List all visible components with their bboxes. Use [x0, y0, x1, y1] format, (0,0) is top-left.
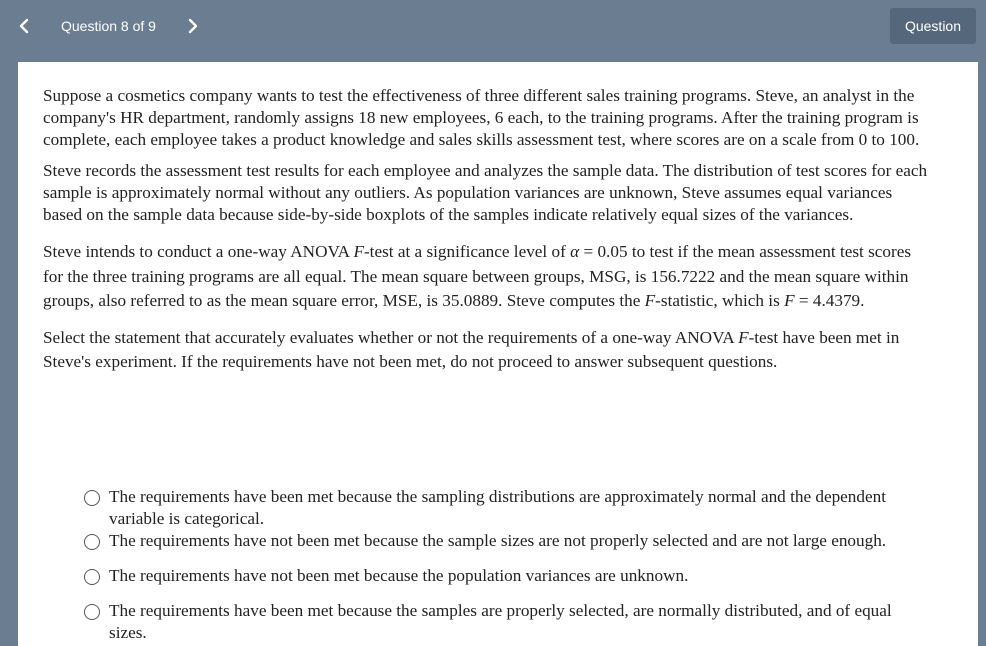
radio-button[interactable] — [84, 534, 100, 550]
question-button[interactable]: Question — [890, 8, 976, 44]
chevron-right-icon — [187, 18, 199, 34]
option-label: The requirements have been met because the sampling distributions are approximately normal and the dependent variable is categorical. — [109, 487, 886, 528]
math-f: F — [353, 242, 364, 261]
text-segment: -test at a significance level of — [363, 242, 571, 261]
top-bar — [0, 0, 986, 52]
math-f: F — [644, 291, 656, 310]
question-counter: Question 8 of 9 — [61, 18, 156, 34]
text-segment: -test have been met in Steve's experiment. If the requirements have not been met, do not proceed to answer subsequent questions. — [43, 327, 900, 371]
option-label: The requirements have not been met because the sample sizes are not properly selected and are not large enough. — [109, 531, 887, 550]
math-f: F — [738, 327, 749, 347]
answer-option-1[interactable] — [84, 486, 914, 530]
question-card — [18, 62, 978, 646]
math-alpha: α — [570, 242, 580, 261]
next-question-button[interactable] — [180, 12, 206, 40]
text-segment: Select the statement that accurately evaluates whether or not the requirements of a one-way ANOVA — [43, 327, 739, 347]
problem-paragraph-3 — [43, 240, 933, 314]
problem-paragraph-1: Suppose a cosmetics company wants to test the effectiveness of three different sales training programs. Steve, an analyst in the company's HR department, randomly assigns 18 new employees, 6 each, to the training programs. After the training program is complete, each employee takes a product knowledge and sales skills assessment test, where scores are on a scale from 0 to 100. — [43, 86, 920, 149]
problem-paragraph-2: Steve records the assessment test results for each employee and analyzes the sample data. The distribution of test scores for each sample is approximately normal without any outliers. As population variances are unknown, Steve assumes equal variances based on the sample data because side-by-side boxplots of the samples indicate relatively equal sizes of the variances. — [43, 161, 928, 224]
f-statistic-value: 4.4379 — [812, 291, 861, 310]
chevron-left-icon — [18, 18, 30, 34]
previous-question-button[interactable] — [11, 12, 37, 40]
answer-option-3[interactable] — [84, 565, 914, 587]
text-segment: . — [860, 291, 865, 310]
problem-text — [43, 85, 933, 374]
text-segment: -statistic, which is — [655, 291, 785, 310]
answer-option-4[interactable] — [84, 600, 914, 644]
option-label: The requirements have not been met because the population variances are unknown. — [109, 566, 689, 585]
option-label: The requirements have been met because the samples are properly selected, are normally distributed, and of equal sizes. — [109, 601, 892, 642]
math-f: F — [784, 291, 795, 310]
text-segment: Steve intends to conduct a one-way ANOVA — [43, 242, 354, 261]
answer-option-2[interactable] — [84, 530, 914, 552]
math-equals: = — [794, 291, 813, 310]
alpha-value: 0.05 — [597, 242, 628, 261]
radio-button[interactable] — [84, 490, 100, 506]
text-segment: to test if the mean assessment test scores for the three training programs are all equal. The mean square between groups, MSG, is 156.7222 and the mean square within groups, also referred to as the mean square error, MSE, is 35.0889. Steve computes the — [43, 242, 912, 310]
math-equals: = — [579, 242, 598, 261]
question-prompt — [43, 326, 933, 374]
radio-button[interactable] — [84, 604, 100, 620]
radio-button[interactable] — [84, 569, 100, 585]
